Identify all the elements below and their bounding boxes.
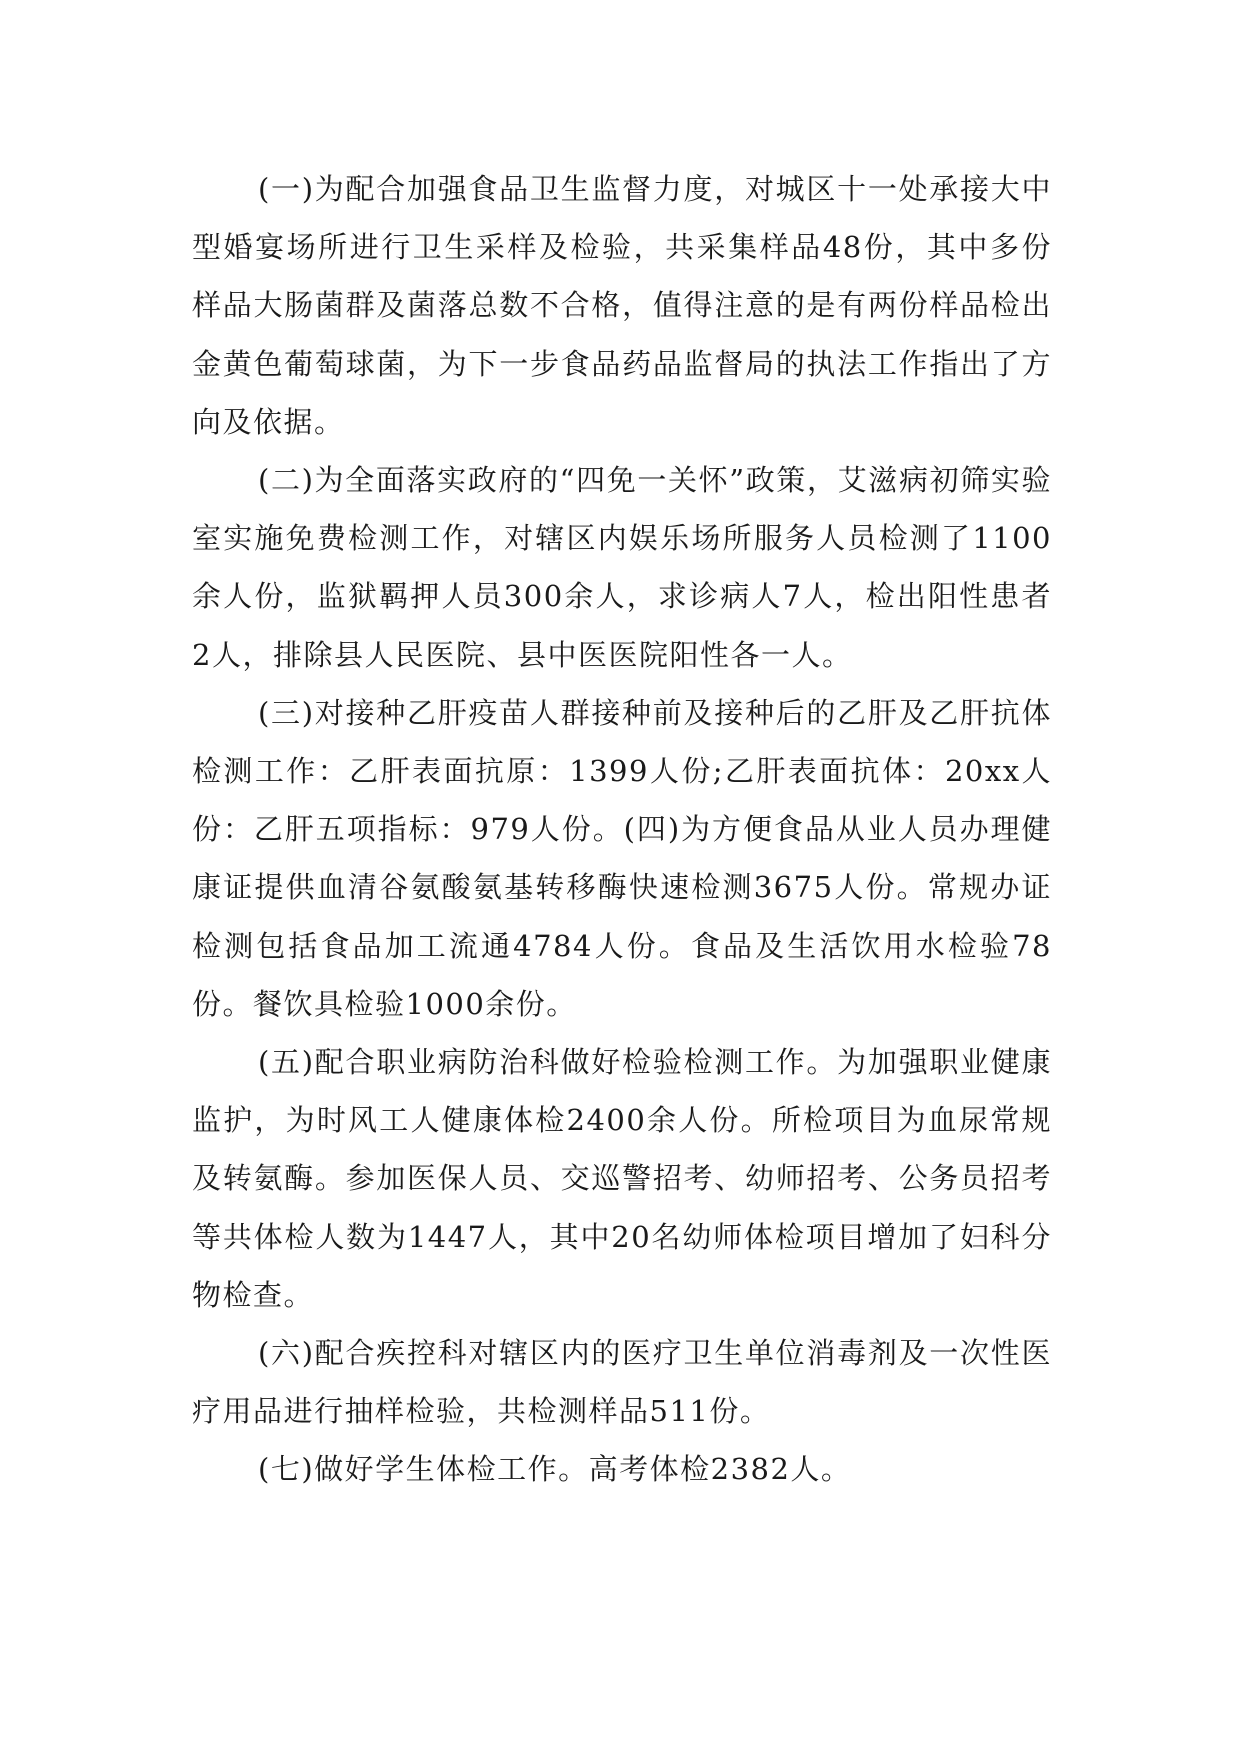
paragraph-3: (三)对接种乙肝疫苗人群接种前及接种后的乙肝及乙肝抗体检测工作：乙肝表面抗原：1399人份;乙肝表面抗体：20xx人份：乙肝五项指标：979人份。(四)为方便食品从业人员办理健康证提供血清谷氨酸氨基转移酶快速检测3675人份。常规办证检测包括食品加工流通4784人份。食品及生活饮用水检验78份。餐饮具检验1000余份。 (192, 695, 1052, 1021)
paragraph-4: (五)配合职业病防治科做好检验检测工作。为加强职业健康监护，为时风工人健康体检2400余人份。所检项目为血尿常规及转氨酶。参加医保人员、交巡警招考、幼师招考、公务员招考等共体检人数为1447人，其中20名幼师体检项目增加了妇科分物检查。 (192, 1045, 1052, 1312)
paragraph-5: (六)配合疾控科对辖区内的医疗卫生单位消毒剂及一次性医疗用品进行抽样检验，共检测样品511份。 (192, 1336, 1052, 1429)
paragraph-2: (二)为全面落实政府的“四免一关怀”政策，艾滋病初筛实验室实施免费检测工作，对辖区内娱乐场所服务人员检测了1100余人份，监狱羁押人员300余人，求诊病人7人，检出阳性患者2人，排除县人民医院、县中医医院阳性各一人。 (192, 463, 1052, 672)
document-body (192, 160, 1052, 1499)
paragraph-6: (七)做好学生体检工作。高考体检2382人。 (258, 1452, 852, 1487)
paragraph-1: (一)为配合加强食品卫生监督力度，对城区十一处承接大中型婚宴场所进行卫生采样及检验，共采集样品48份，其中多份样品大肠菌群及菌落总数不合格，值得注意的是有两份样品检出金黄色葡萄球菌，为下一步食品药品监督局的执法工作指出了方向及依据。 (192, 172, 1052, 439)
